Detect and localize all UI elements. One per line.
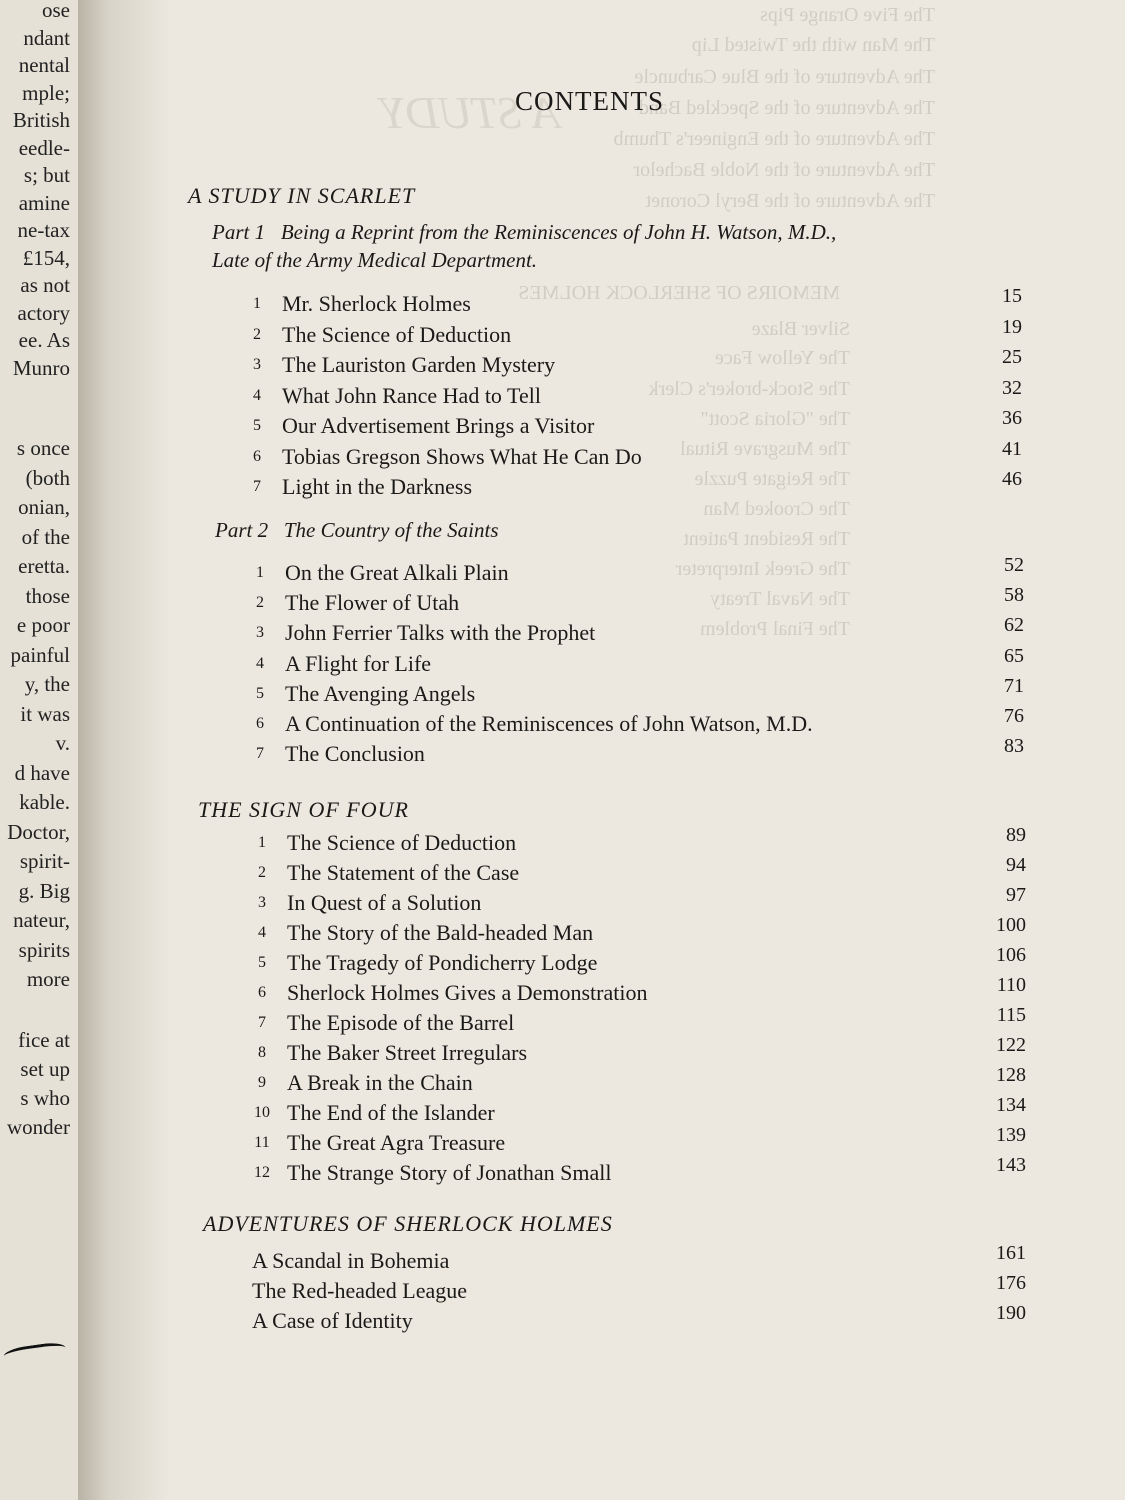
chapter-title: The Lauriston Garden Mystery [282, 352, 556, 377]
part-1-label: Part 1 [212, 220, 266, 244]
page-number: 41 [1002, 437, 1022, 460]
chapter-number: 9 [258, 1074, 266, 1091]
chapter-title: On the Great Alkali Plain [285, 560, 509, 585]
left-page-text-fragment: (both [25, 465, 70, 490]
left-page-text-fragment: kable. [19, 790, 70, 814]
page-number: 122 [996, 1034, 1026, 1056]
part-2-heading [215, 518, 499, 543]
show-through-line: The Naval Treaty [710, 588, 850, 610]
story-title: A Case of Identity [252, 1308, 413, 1333]
left-page-text-fragment: g. Big [18, 878, 70, 903]
chapter-title: The Episode of the Barrel [287, 1010, 515, 1035]
left-page-text-fragment: d have [14, 760, 70, 785]
left-page-text-fragment: Doctor, [7, 819, 70, 844]
left-page-text-fragment: eretta. [18, 554, 70, 578]
left-facing-page [0, 0, 78, 1500]
page-number: 106 [996, 944, 1026, 966]
chapter-number: 5 [258, 954, 266, 971]
left-page-text-fragment: eedle- [18, 135, 70, 160]
page-number: 19 [1002, 315, 1022, 338]
left-page-text-fragment: more [26, 967, 70, 991]
page-number: 46 [1002, 468, 1022, 490]
story-title: A Scandal in Bohemia [252, 1248, 450, 1273]
left-page-text-fragment: British [12, 108, 70, 132]
chapter-title: Light in the Darkness [282, 474, 473, 499]
chapter-title: Tobias Gregson Shows What He Can Do [282, 443, 642, 469]
show-through-line: The "Gloria Scott" [700, 408, 850, 430]
left-page-text-fragment: painful [10, 642, 70, 667]
chapter-title: The Science of Deduction [282, 321, 512, 347]
chapter-number: 1 [256, 564, 264, 581]
chapter-title: The Baker Street Irregulars [287, 1040, 528, 1065]
part-2-subtitle: The Country of the Saints [283, 518, 499, 542]
chapter-title: John Ferrier Talks with the Prophet [285, 620, 596, 646]
chapter-number: 12 [254, 1164, 270, 1181]
left-page-text-fragment: fice at [18, 1028, 70, 1052]
left-page-text-fragment: ose [42, 0, 70, 22]
page-number: 139 [996, 1124, 1026, 1146]
chapter-number: 3 [253, 356, 261, 373]
chapter-number: 7 [253, 478, 261, 495]
chapter-number: 7 [258, 1014, 266, 1031]
left-page-text-fragment: set up [20, 1057, 70, 1081]
page-number: 176 [996, 1272, 1026, 1294]
left-page-text-fragment: amine [18, 190, 70, 215]
page-number: 58 [1004, 584, 1024, 607]
left-page-text-fragment: actory [17, 300, 70, 325]
chapter-number: 2 [253, 325, 261, 343]
left-page-text-fragment: as not [20, 273, 70, 297]
left-page-text-fragment: Munro [12, 355, 70, 380]
chapter-title: In Quest of a Solution [287, 890, 482, 915]
chapter-number: 11 [254, 1134, 270, 1151]
chapter-title: Our Advertisement Brings a Visitor [282, 413, 595, 438]
chapter-title: The Conclusion [285, 741, 425, 767]
page-number: 76 [1004, 705, 1024, 727]
chapter-title: The Story of the Bald-headed Man [287, 920, 594, 945]
part-2-label: Part 2 [215, 518, 269, 542]
page-number: 115 [996, 1004, 1026, 1026]
show-through-line: The Musgrave Ritual [680, 438, 850, 460]
chapter-number: 2 [258, 864, 266, 881]
page-number: 83 [1004, 735, 1024, 758]
chapter-number: 4 [258, 924, 266, 941]
left-page-text-fragment: y, the [24, 672, 70, 696]
page-number: 97 [1006, 884, 1026, 906]
chapter-title: The End of the Islander [287, 1100, 495, 1125]
show-through-line: The Greek Interpreter [675, 558, 850, 580]
page-number: 89 [1006, 824, 1026, 846]
left-page-text-fragment: ne-tax [17, 218, 70, 242]
chapter-number: 5 [253, 417, 261, 434]
page-number: 134 [996, 1094, 1026, 1116]
chapter-number: 5 [256, 684, 264, 702]
show-through-line: The Final Problem [700, 618, 850, 640]
left-page-text-fragment: spirits [18, 937, 70, 962]
chapter-title: The Avenging Angels [285, 680, 476, 706]
chapter-number: 6 [256, 715, 264, 732]
chapter-title: The Statement of the Case [287, 860, 520, 885]
story-title: The Red-headed League [252, 1278, 467, 1303]
show-through-line: The Adventure of the Noble Bachelor [633, 159, 935, 181]
left-page-text-fragment: those [25, 583, 70, 608]
page-number: 71 [1004, 674, 1024, 697]
chapter-number: 2 [256, 594, 264, 612]
left-page-text-fragment: mple; [22, 80, 70, 105]
left-page-text-fragment: e poor [16, 613, 70, 637]
show-through-line: The Stock-broker's Clerk [648, 378, 850, 400]
chapter-number: 6 [253, 447, 261, 465]
chapter-number: 1 [258, 834, 266, 851]
page-number: 161 [996, 1242, 1026, 1264]
chapter-number: 10 [254, 1104, 270, 1121]
chapter-title: A Continuation of the Reminiscences of John Watson, M.D. [285, 711, 813, 736]
chapter-title: Mr. Sherlock Holmes [282, 291, 471, 316]
chapter-title: The Strange Story of Jonathan Small [287, 1160, 612, 1185]
page-number: 94 [1006, 854, 1026, 876]
left-page-text-fragment: onian, [18, 495, 70, 519]
page-number: 143 [996, 1154, 1026, 1176]
left-page-text-fragment: £154, [22, 245, 70, 270]
page-number: 36 [1002, 407, 1022, 429]
chapter-title: A Break in the Chain [287, 1070, 473, 1095]
ink-mark [3, 1341, 67, 1366]
chapter-number: 3 [256, 624, 264, 642]
left-page-text-fragment: s who [20, 1086, 70, 1110]
chapter-number: 8 [258, 1044, 266, 1061]
show-through-line: The Reigate Puzzle [694, 468, 850, 490]
left-page-text-fragment: s; but [23, 163, 70, 187]
show-through-line: The Crooked Man [703, 498, 850, 520]
chapter-title: The Tragedy of Pondicherry Lodge [287, 950, 598, 975]
chapter-title: The Science of Deduction [287, 830, 517, 855]
left-page-text-fragment: v. [55, 731, 70, 755]
section-the-sign-of-four: THE SIGN OF FOUR [198, 797, 409, 822]
show-through-line: The Five Orange Pips [760, 4, 935, 26]
chapter-number: 6 [258, 984, 266, 1001]
page-number: 65 [1004, 644, 1024, 667]
chapter-title: The Flower of Utah [285, 590, 460, 616]
book-gutter [78, 0, 168, 1500]
show-through-line: The Yellow Face [715, 347, 850, 369]
part-1-subtitle-cont: Late of the Army Medical Department. [212, 248, 538, 272]
page-number: 15 [1002, 285, 1022, 307]
left-page-text-fragment: wonder [7, 1115, 70, 1139]
show-through-line: Silver Blaze [751, 318, 850, 340]
chapter-title: A Flight for Life [285, 650, 432, 676]
show-through-line: The Adventure of the Engineer's Thumb [613, 128, 935, 150]
chapter-title: The Great Agra Treasure [287, 1130, 506, 1155]
page-number: 110 [996, 974, 1026, 996]
page-number: 128 [996, 1064, 1026, 1086]
show-through-line: The Resident Patient [683, 528, 850, 550]
page-number: 100 [996, 914, 1026, 936]
section-adventures: ADVENTURES OF SHERLOCK HOLMES [203, 1211, 613, 1236]
page-number: 62 [1004, 614, 1024, 637]
section-a-study-in-scarlet: A STUDY IN SCARLET [188, 183, 416, 208]
show-through-line: The Man with the Twisted Lip [691, 34, 935, 56]
show-through-line: MEMOIRS OF SHERLOCK HOLMES [518, 282, 840, 304]
left-page-text-fragment: s once [16, 436, 70, 460]
part-1-heading [212, 220, 836, 245]
page-title: CONTENTS [515, 86, 664, 116]
chapter-number: 3 [258, 894, 266, 911]
part-1-subtitle: Being a Reprint from the Reminiscences of John H. Watson, M.D., [280, 220, 837, 244]
page-number: 25 [1002, 346, 1022, 368]
chapter-number: 1 [253, 295, 261, 312]
left-page-text-fragment: nateur, [13, 908, 70, 932]
chapter-number: 7 [256, 745, 264, 763]
page-number: 52 [1004, 554, 1024, 576]
left-page-text-fragment: spirit- [19, 849, 70, 873]
left-page-text-fragment: ee. As [18, 328, 70, 352]
left-page-text-fragment: of the [21, 524, 70, 549]
show-through-line: The Adventure of the Beryl Coronet [645, 190, 935, 212]
left-page-text-fragment: ndant [23, 25, 70, 50]
chapter-number: 4 [256, 654, 264, 672]
chapter-title: Sherlock Holmes Gives a Demonstration [287, 980, 648, 1005]
page-number: 32 [1002, 376, 1022, 399]
show-through-line: The Adventure of the Blue Carbuncle [634, 66, 935, 88]
page-number: 190 [996, 1302, 1026, 1324]
show-through-line: A STUDY [380, 87, 560, 138]
show-through-line: The Adventure of the Speckled Band [638, 97, 935, 119]
left-page-text-fragment: it was [20, 701, 70, 726]
chapter-number: 4 [253, 386, 261, 404]
chapter-title: What John Rance Had to Tell [282, 382, 541, 408]
left-page-text-fragment: nental [18, 53, 70, 77]
